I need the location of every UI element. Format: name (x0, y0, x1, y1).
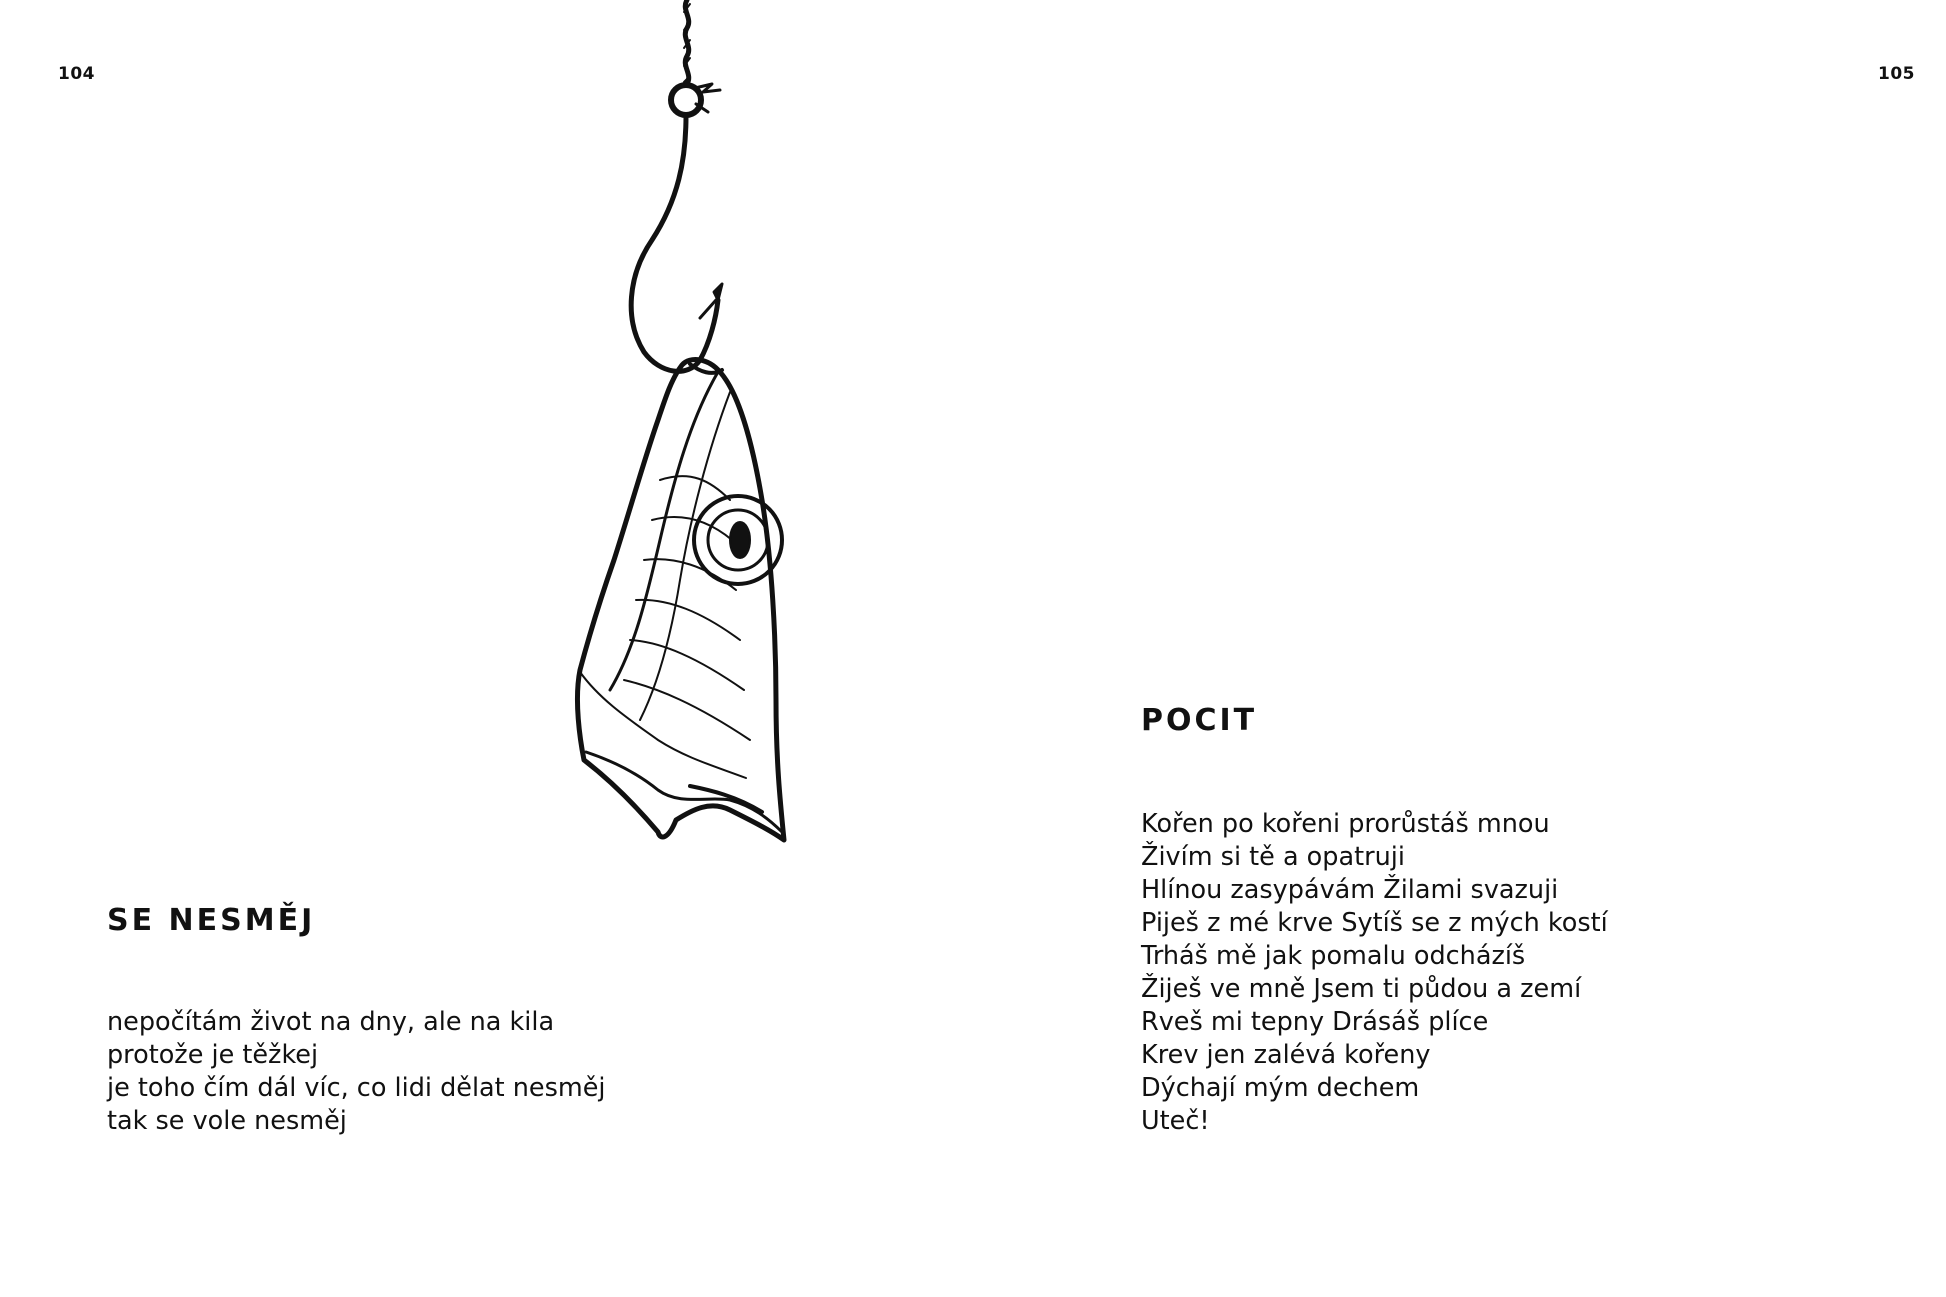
poem-line: Dýchají mým dechem (1141, 1073, 1420, 1103)
poem-line: je toho čím dál víc, co lidi dělat nesměj (107, 1073, 606, 1103)
poem-line: Uteč! (1141, 1106, 1210, 1136)
poem-line: Piješ z mé krve Sytíš se z mých kostí (1141, 908, 1608, 938)
poem-title-se-nesmej: SE NESMĚJ (107, 903, 316, 938)
poem-body-se-nesmej (107, 1006, 606, 1138)
page-number-left: 104 (58, 64, 95, 84)
poem-body-pocit (1141, 808, 1608, 1138)
poem-line: Trháš mě jak pomalu odcházíš (1141, 941, 1526, 971)
poem-line: Živím si tě a opatruji (1141, 842, 1405, 872)
poem-line: Hlínou zasypávám Žilami svazuji (1141, 875, 1559, 905)
poem-title-pocit: POCIT (1141, 703, 1258, 738)
poem-line: Kořen po kořeni prorůstáš mnou (1141, 809, 1550, 839)
fish-head-on-hook-illustration (540, 0, 860, 860)
page-number-right: 105 (1878, 64, 1915, 84)
poem-line: protože je těžkej (107, 1040, 319, 1070)
poem-line: Krev jen zalévá kořeny (1141, 1040, 1431, 1070)
right-page (973, 0, 1946, 1297)
poem-line: Žiješ ve mně Jsem ti půdou a zemí (1141, 974, 1582, 1004)
poem-line: tak se vole nesměj (107, 1106, 347, 1136)
poem-line: Rveš mi tepny Drásáš plíce (1141, 1007, 1489, 1037)
poem-line: nepočítám život na dny, ale na kila (107, 1007, 555, 1037)
